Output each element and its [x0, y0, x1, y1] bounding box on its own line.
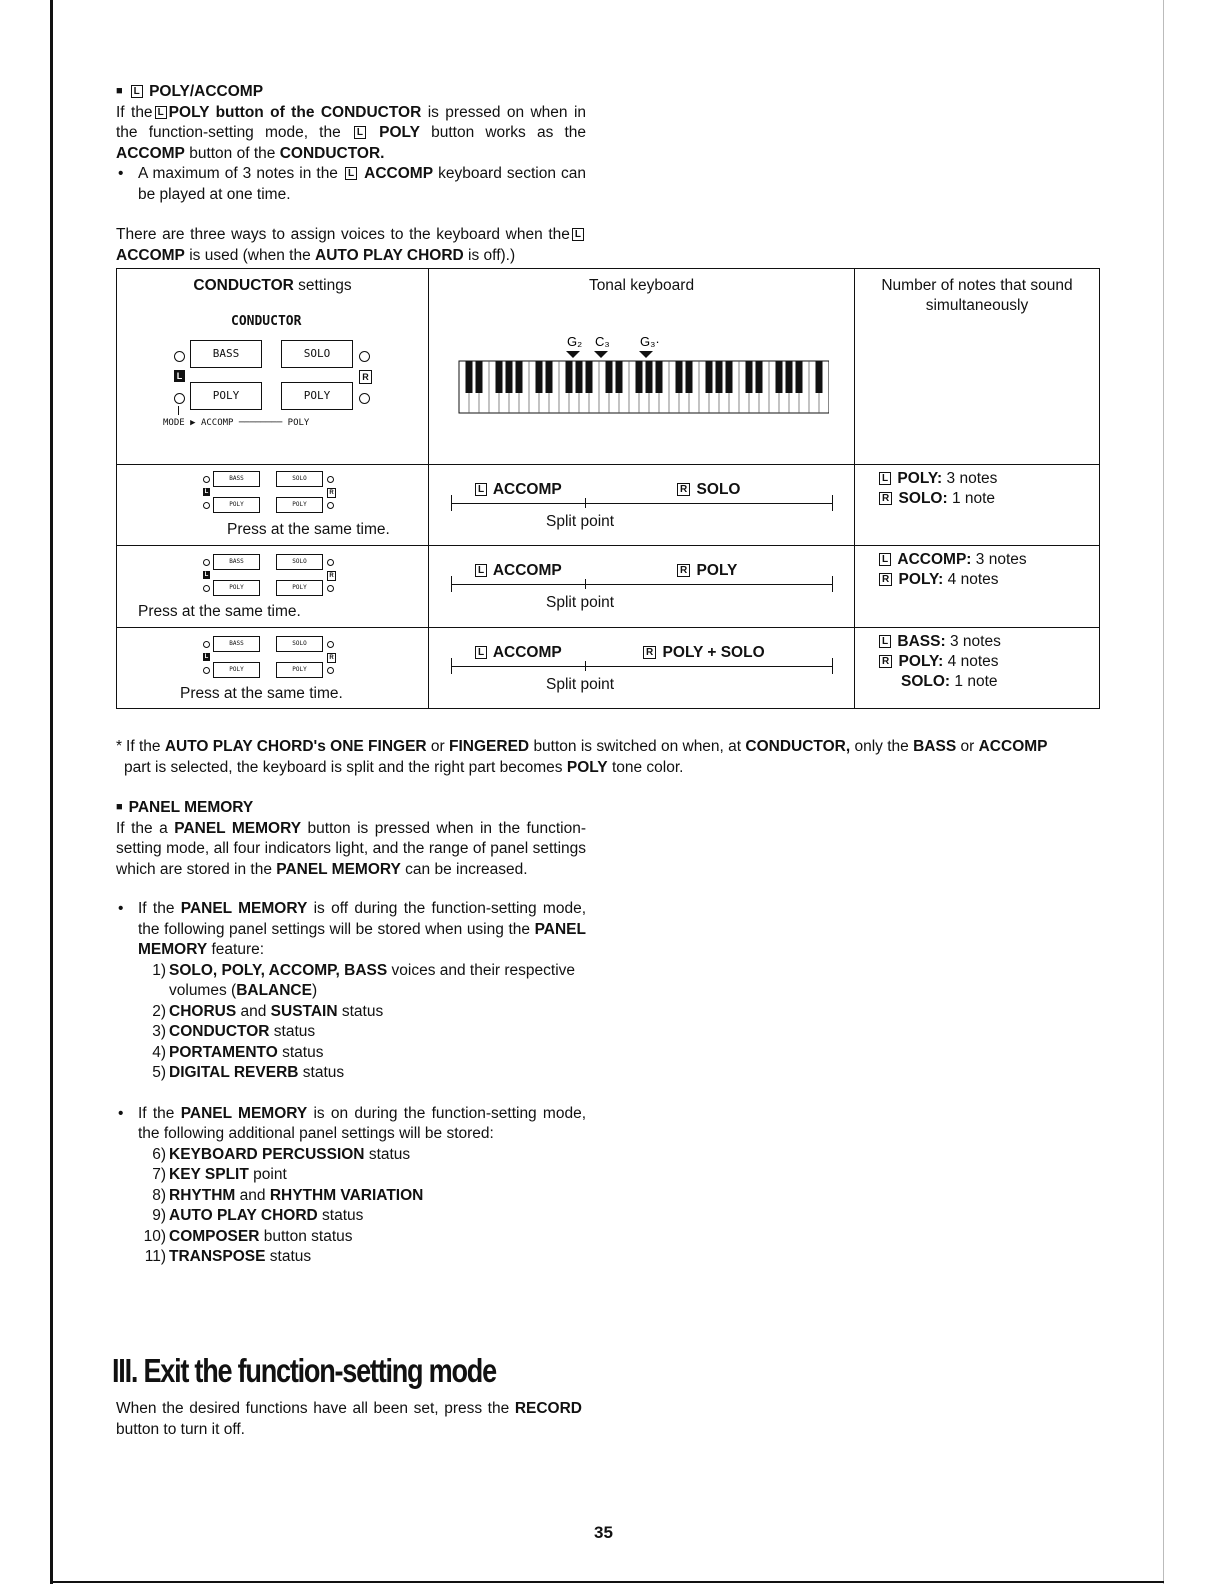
row3-notes: L BASS: 3 notes R POLY: 4 notes SOLO: 1 note: [855, 628, 1100, 709]
keyboard-keys: [459, 361, 829, 413]
poly-left-button: POLY: [190, 382, 262, 410]
black-key: [636, 361, 643, 393]
page-border-bottom: [50, 1581, 1164, 1583]
l-badge-icon: L: [204, 572, 209, 578]
black-key: [746, 361, 753, 393]
row1-notes: L POLY: 3 notes R SOLO: 1 note: [855, 465, 1100, 546]
panel-memory-off-bullet: • If the PANEL MEMORY is off during the function-setting mode, the following panel settings will be stored when using the PANEL MEMORY feature:: [116, 899, 586, 961]
g2-marker-icon: [566, 351, 580, 358]
r-badge-icon: R: [359, 370, 372, 384]
key-badge-r: R: [677, 564, 690, 577]
indicator-led: [203, 667, 210, 674]
panel-memory-on-bullet: • If the PANEL MEMORY is on during the function-setting mode, the following additional panel settings will be stored:: [116, 1104, 586, 1145]
tonal-keyboard-illustration: [457, 329, 829, 419]
black-key: [726, 361, 733, 393]
key-badge-l: L: [475, 483, 487, 496]
split-end-tick: [832, 576, 833, 592]
g3-label: G₃·: [640, 334, 660, 349]
conductor-table: [116, 268, 1100, 709]
c3-marker-icon: [594, 351, 608, 358]
conductor-label: CONDUCTOR: [231, 314, 302, 329]
key-badge-l: L: [475, 564, 487, 577]
mini-solo-button: SOLO: [276, 636, 323, 652]
black-key: [616, 361, 623, 393]
indicator-led: [203, 476, 210, 483]
black-key: [476, 361, 483, 393]
mini-conductor-panel: [203, 636, 333, 686]
black-key: [816, 361, 823, 393]
poly-right-button: POLY: [281, 382, 353, 410]
split-end-tick: [832, 495, 833, 511]
l-badge-icon: L: [174, 370, 185, 382]
black-key: [796, 361, 803, 393]
indicator-led: [327, 559, 334, 566]
panel-memory-on-list: [116, 1145, 586, 1268]
l-badge-icon: L: [204, 489, 209, 495]
mini-bass-button: BASS: [213, 471, 260, 487]
poly-accomp-bullet: • A maximum of 3 notes in the L ACCOMP keyboard section can be played at one time.: [116, 164, 586, 205]
black-key: [786, 361, 793, 393]
black-key: [546, 361, 553, 393]
mini-poly-left-button: POLY: [213, 580, 260, 596]
key-badge-r: R: [879, 655, 892, 668]
split-diagram: L ACCOMP R SOLO Split point: [451, 481, 835, 537]
indicator-led: [327, 667, 334, 674]
key-badge-r: R: [677, 483, 690, 496]
split-point-tick: [585, 498, 586, 508]
black-key: [506, 361, 513, 393]
mini-bass-button: BASS: [213, 636, 260, 652]
key-badge-l: L: [354, 126, 366, 139]
mode-connector: [178, 406, 179, 415]
list-item: 7) KEY SPLIT point: [152, 1166, 287, 1183]
split-point-label: Split point: [546, 513, 615, 530]
page-border-left: [50, 0, 53, 1584]
g3-marker-icon: [639, 351, 653, 358]
list-item: 6) KEYBOARD PERCUSSION status: [152, 1145, 411, 1163]
key-badge-l: L: [155, 106, 167, 119]
split-end-tick: [451, 576, 452, 592]
mini-solo-button: SOLO: [276, 471, 323, 487]
split-end-tick: [451, 495, 452, 511]
indicator-led: [327, 641, 334, 648]
row3-keyboard-split: [429, 628, 855, 709]
split-line: [451, 666, 833, 667]
row1-conductor-cell: [117, 465, 429, 546]
black-key: [656, 361, 663, 393]
key-badge-l: L: [879, 553, 891, 566]
header-tonal-keyboard: Tonal keyboard G₂ C₃ G₃·: [429, 269, 855, 465]
poly-accomp-section: [116, 81, 586, 266]
press-instruction: Press at the same time.: [180, 685, 343, 702]
list-item: 1) SOLO, POLY, ACCOMP, BASS voices and their respective volumes (BALANCE): [152, 961, 576, 999]
panel-memory-paragraph: If the a PANEL MEMORY button is pressed when in the function-setting mode, all four indicators light, and the range of panel settings which are stored in the PANEL MEMORY can be increased.: [116, 819, 586, 878]
list-item: 2) CHORUS and SUSTAIN status: [152, 1002, 384, 1020]
g2-label: G₂: [567, 334, 583, 349]
mini-poly-right-button: POLY: [276, 497, 323, 513]
split-point-label: Split point: [546, 594, 615, 611]
press-instruction: Press at the same time.: [138, 603, 301, 620]
black-key: [566, 361, 573, 393]
bass-button: BASS: [190, 340, 262, 368]
l-badge-icon: L: [204, 654, 209, 660]
black-key: [466, 361, 473, 393]
table-row: [117, 465, 1100, 546]
panel-memory-off-list: [116, 961, 586, 1084]
r-badge-icon: R: [327, 488, 336, 498]
mini-conductor-panel: [203, 471, 333, 521]
table-row: [117, 628, 1100, 709]
mode-accomp-line: MODE ▶ ACCOMP ──────── POLY: [163, 418, 310, 428]
black-key: [536, 361, 543, 393]
table-row: [117, 546, 1100, 628]
split-end-tick: [451, 658, 452, 674]
page-number: 35: [594, 1523, 613, 1542]
indicator-led: [174, 351, 185, 362]
solo-button: SOLO: [281, 340, 353, 368]
list-item: 9) AUTO PLAY CHORD status: [152, 1207, 364, 1224]
black-key: [776, 361, 783, 393]
list-item: 3) CONDUCTOR status: [152, 1023, 316, 1040]
indicator-led: [203, 502, 210, 509]
black-key: [756, 361, 763, 393]
key-badge-r: R: [879, 492, 892, 505]
key-badge-l: L: [345, 167, 357, 180]
indicator-led: [359, 393, 370, 404]
split-point-tick: [585, 579, 586, 589]
black-key: [576, 361, 583, 393]
press-instruction: Press at the same time.: [227, 521, 390, 538]
row2-conductor-cell: [117, 546, 429, 628]
row2-notes: L ACCOMP: 3 notes R POLY: 4 notes: [855, 546, 1100, 628]
black-key: [646, 361, 653, 393]
mini-poly-right-button: POLY: [276, 662, 323, 678]
list-item: 10) COMPOSER button status: [143, 1227, 353, 1245]
mini-poly-left-button: POLY: [213, 662, 260, 678]
black-key: [706, 361, 713, 393]
key-badge-l: L: [475, 646, 487, 659]
header-conductor-settings: CONDUCTOR settings CONDUCTOR BASS SOLO L R POLY POLY MODE ▶ ACCOMP ──────── POLY: [117, 269, 429, 465]
indicator-led: [203, 559, 210, 566]
black-key: [516, 361, 523, 393]
panel-memory-section: [116, 797, 586, 1268]
split-line: [451, 584, 833, 585]
mini-poly-right-button: POLY: [276, 580, 323, 596]
black-key: [716, 361, 723, 393]
split-end-tick: [832, 658, 833, 674]
square-bullet-icon: ■: [116, 801, 123, 813]
c3-label: C₃: [595, 334, 610, 349]
mini-solo-button: SOLO: [276, 554, 323, 570]
r-badge-icon: R: [327, 571, 336, 581]
indicator-led: [203, 585, 210, 592]
list-item: 4) PORTAMENTO status: [152, 1043, 324, 1061]
row3-conductor-cell: [117, 628, 429, 709]
split-diagram: L ACCOMP R POLY + SOLO Split point: [451, 644, 835, 700]
r-badge-icon: R: [327, 653, 336, 663]
indicator-led: [327, 585, 334, 592]
key-badge-l: L: [879, 472, 891, 485]
header-number-of-notes: Number of notes that sound simultaneously: [855, 269, 1100, 465]
square-bullet-icon: ■: [116, 85, 123, 97]
indicator-led: [327, 476, 334, 483]
exit-heading: III. Exit the function-setting mode: [112, 1352, 496, 1389]
exit-paragraph: When the desired functions have all been set, press the RECORD button to turn it off.: [116, 1400, 582, 1438]
key-badge-r: R: [643, 646, 656, 659]
mini-bass-button: BASS: [213, 554, 260, 570]
split-point-label: Split point: [546, 676, 615, 693]
keyboard-frame: [459, 361, 829, 413]
mini-poly-left-button: POLY: [213, 497, 260, 513]
list-item: 11) TRANSPOSE status: [144, 1248, 312, 1265]
key-badge-r: R: [879, 573, 892, 586]
split-diagram: L ACCOMP R POLY Split point: [451, 562, 835, 618]
list-item: 5) DIGITAL REVERB status: [152, 1064, 345, 1081]
black-key: [606, 361, 613, 393]
indicator-led: [359, 351, 370, 362]
split-point-tick: [585, 661, 586, 671]
three-ways-paragraph: There are three ways to assign voices to the keyboard when the LACCOMP is used (when the AUTO PLAY CHORD is off).): [116, 225, 586, 266]
key-badge-l: L: [131, 85, 143, 98]
row1-keyboard-split: [429, 465, 855, 546]
poly-accomp-paragraph: If the L POLY button of the CONDUCTOR is pressed on when in the function-setting mode, the L POLY button works as the ACCOMP button of the CONDUCTOR.: [116, 103, 587, 162]
page-border-right: [1163, 0, 1164, 1584]
key-badge-l: L: [879, 635, 891, 648]
list-item: 8) RHYTHM and RHYTHM VARIATION: [152, 1186, 424, 1204]
black-key: [496, 361, 503, 393]
conductor-panel-diagram: [163, 314, 383, 429]
indicator-led: [174, 393, 185, 404]
indicator-led: [327, 502, 334, 509]
mini-conductor-panel: [203, 554, 333, 604]
split-line: [451, 503, 833, 504]
footnote: * If the AUTO PLAY CHORD's ONE FINGER or FINGERED button is switched on when, at CONDUCTOR, only the BASS or ACCOMP part is selected, the keyboard is split and the right part becomes POLY tone color.: [116, 738, 1048, 776]
panel-memory-heading: ■ PANEL MEMORY: [116, 799, 254, 816]
row2-keyboard-split: [429, 546, 855, 628]
black-key: [686, 361, 693, 393]
black-key: [586, 361, 593, 393]
key-badge-l: L: [572, 228, 584, 241]
indicator-led: [203, 641, 210, 648]
poly-accomp-heading: ■ L POLY/ACCOMP: [116, 83, 264, 100]
black-key: [676, 361, 683, 393]
